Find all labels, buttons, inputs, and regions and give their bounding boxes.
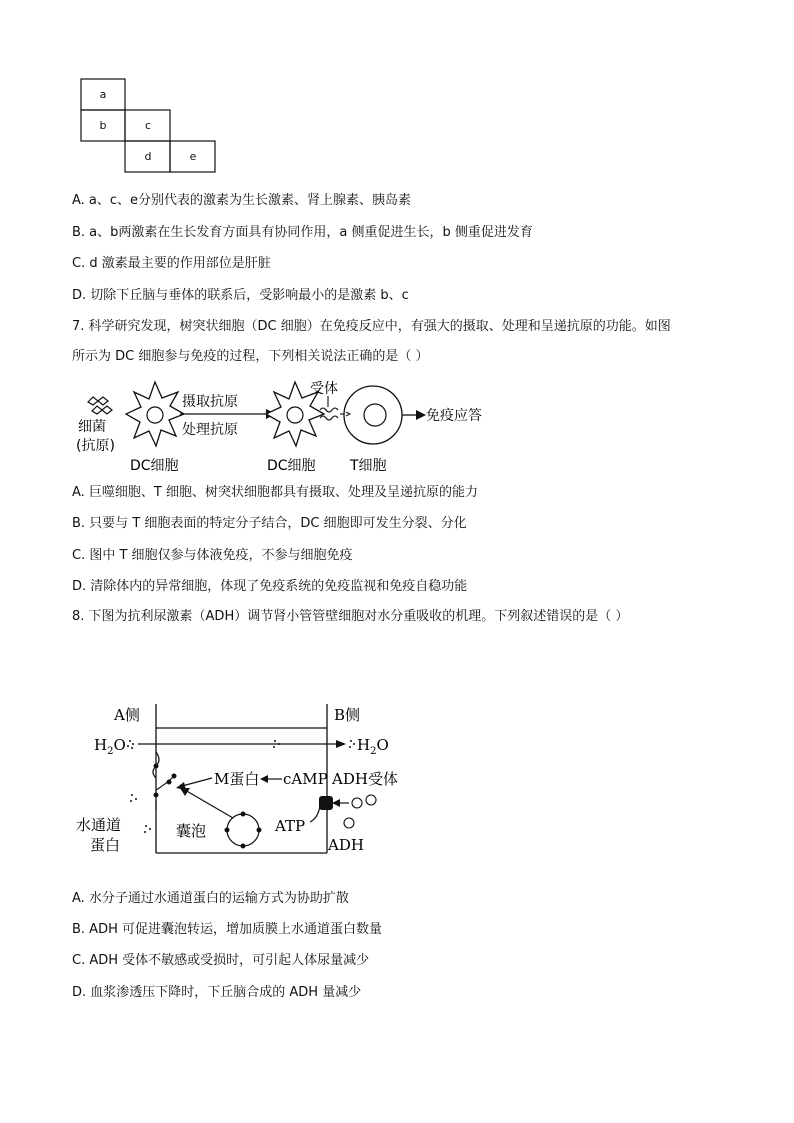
water-left-label: $H_2O$ [94, 736, 126, 757]
grid-cell-c: c [144, 119, 152, 132]
arrow-label-ingest: 摄取抗原 [182, 394, 238, 410]
adh-label: ADH [328, 836, 364, 854]
dc-cell-left-label: DC细胞 [130, 458, 179, 474]
aquaporin-label-line2: 蛋白 [90, 836, 121, 854]
vesicle-label: 囊泡 [176, 822, 207, 840]
side-b-label: B侧 [334, 706, 361, 724]
q7-stem-line2: 所示为 DC 细胞参与免疫的过程，下列相关说法正确的是（ ） [72, 349, 429, 364]
bacteria-label: 细菌 [78, 419, 106, 435]
dc-cell-immune-figure [70, 374, 510, 476]
water-right-label: $H_2O$ [357, 736, 389, 757]
dc-cell-left-shape [126, 382, 184, 446]
immune-response-label: 免疫应答 [426, 408, 482, 424]
q7-option-a: A. 巨噬细胞、T 细胞、树突状细胞都具有摄取、处理及呈递抗原的能力 [72, 485, 479, 500]
q7-option-b: B. 只要与 T 细胞表面的特定分子结合，DC 细胞即可发生分裂、分化 [72, 516, 467, 531]
hormone-grid-figure [80, 78, 220, 174]
adh-mechanism-figure [70, 700, 410, 860]
t-cell-shape [344, 386, 402, 444]
grid-cell-a: a [99, 88, 107, 101]
q8-option-c: C. ADH 受体不敏感或受损时，可引起人体尿量减少 [72, 953, 370, 968]
q7-option-c: C. 图中 T 细胞仅参与体液免疫，不参与细胞免疫 [72, 548, 353, 563]
camp-label: cAMP [283, 770, 328, 788]
q8-option-a: A. 水分子通过水通道蛋白的运输方式为协助扩散 [72, 891, 349, 906]
q8-option-d: D. 血浆渗透压下降时，下丘脑合成的 ADH 量减少 [72, 985, 362, 1000]
atp-label: ATP [275, 817, 306, 835]
receptor-label: 受体 [310, 381, 338, 397]
q8-option-b: B. ADH 可促进囊泡转运，增加质膜上水通道蛋白数量 [72, 922, 382, 937]
q7-stem-line1: 7. 科学研究发现，树突状细胞（DC 细胞）在免疫反应中，有强大的摄取、处理和呈递抗原的功能。如图 [72, 319, 671, 334]
grid-cell-e: e [189, 150, 197, 163]
q6-option-d: D. 切除下丘脑与垂体的联系后，受影响最小的是激素 b、c [72, 288, 409, 303]
aquaporin-label-line1: 水通道 [76, 816, 122, 834]
q6-option-b: B. a、b两激素在生长发育方面具有协同作用，a 侧重促进生长，b 侧重促进发育 [72, 225, 533, 240]
arrow-label-process: 处理抗原 [182, 422, 238, 438]
adh-receptor-icon [319, 796, 333, 810]
m-protein-label: M蛋白 [214, 770, 260, 788]
grid-cell-d: d [144, 150, 152, 163]
q7-option-d: D. 清除体内的异常细胞，体现了免疫系统的免疫监视和免疫自稳功能 [72, 579, 468, 594]
side-a-label: A侧 [114, 706, 140, 724]
dc-cell-right-label: DC细胞 [267, 458, 316, 474]
adh-receptor-label: ADH受体 [332, 770, 398, 788]
q8-stem: 8. 下图为抗利尿激素（ADH）调节肾小管管壁细胞对水分重吸收的机理。下列叙述错误的是（ ） [72, 609, 629, 624]
grid-cell-b: b [99, 119, 107, 132]
t-cell-label: T细胞 [350, 458, 387, 474]
q6-option-c: C. d 激素最主要的作用部位是肝脏 [72, 256, 271, 271]
bacteria-icon [88, 397, 112, 414]
antigen-label: (抗原) [76, 438, 115, 454]
q6-option-a: A. a、c、e分别代表的激素为生长激素、肾上腺素、胰岛素 [72, 193, 412, 208]
vesicle-icon [225, 812, 262, 849]
